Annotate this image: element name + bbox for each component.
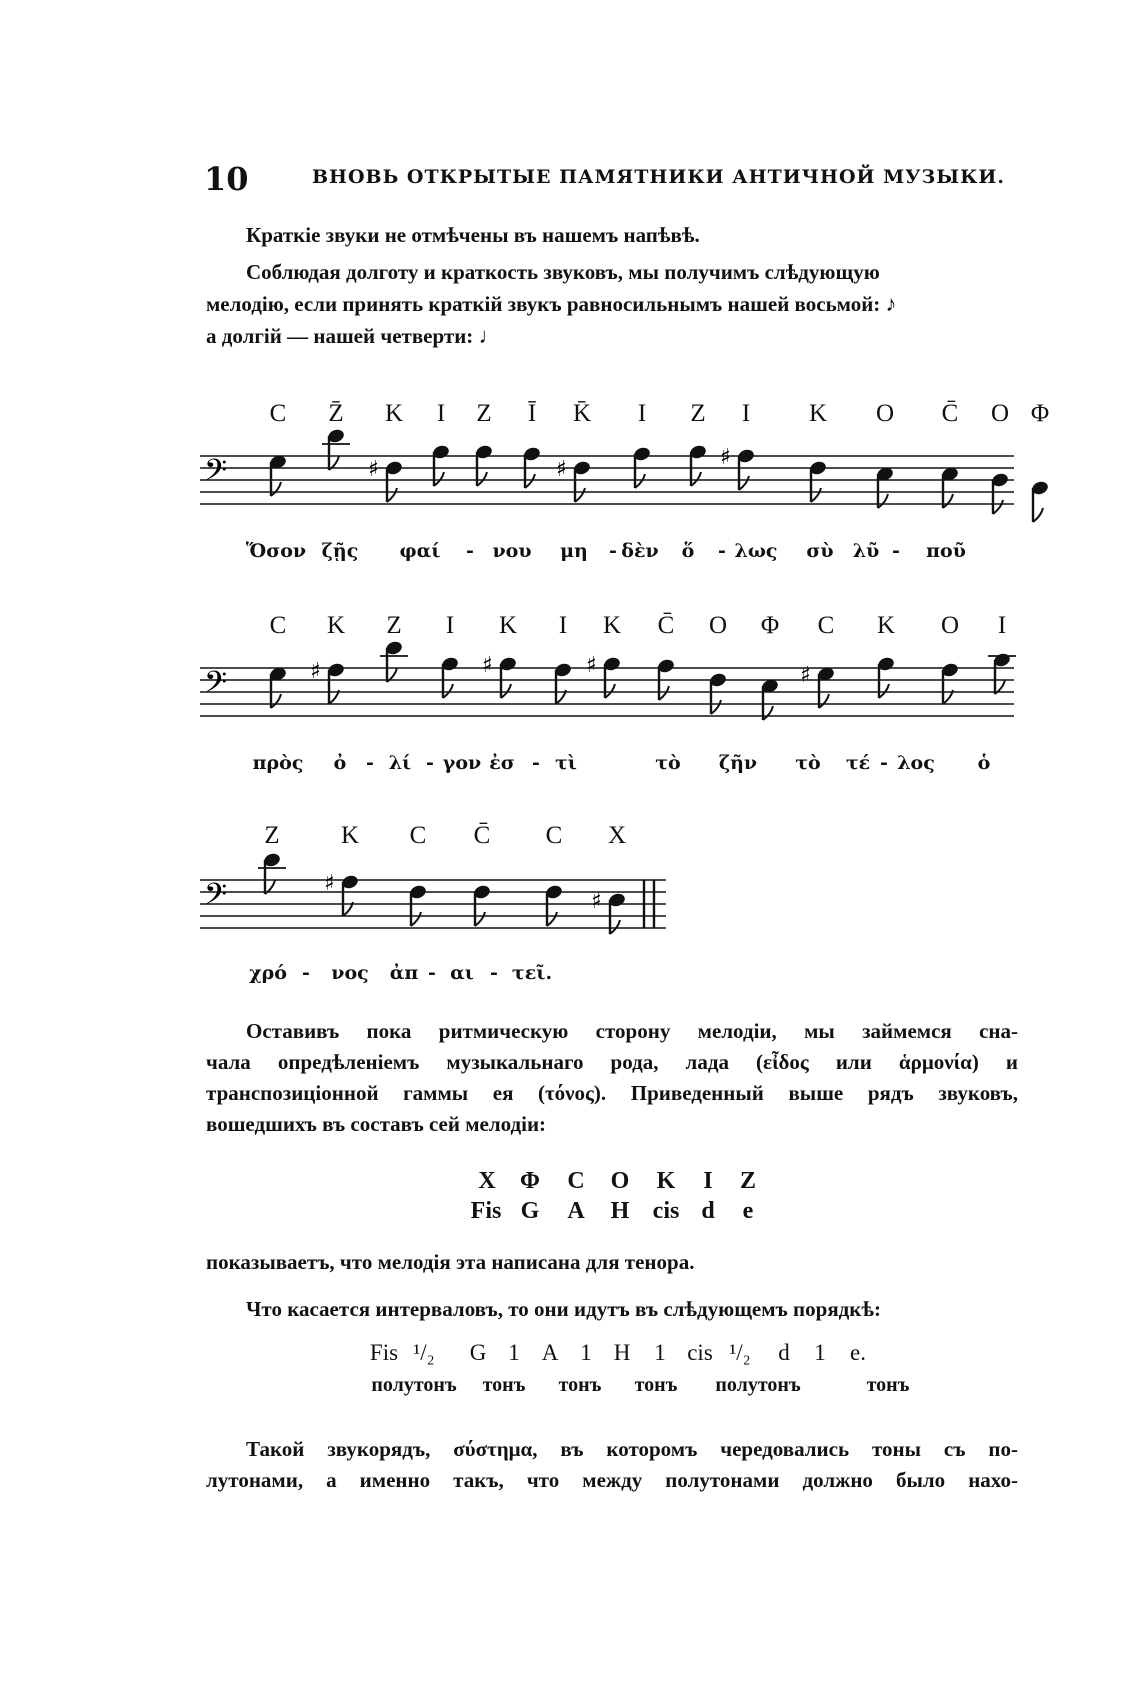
interval-item: ¹/₂ [729,1340,751,1365]
sharp-icon: ♯ [482,653,493,678]
lyric-syllable: - [718,540,726,562]
lyric-syllable: τὸ [655,752,681,774]
notation-letter: C [817,612,835,639]
lyric-syllable: - [302,962,310,984]
intro-line-1: Краткіе звуки не отмѣчены въ нашемъ напѣвѣ. [246,223,700,247]
note-flag [271,482,281,496]
notation-letter: C [409,822,427,849]
lyric-syllable: Ὅσον [245,540,307,562]
note-flag [763,706,773,720]
note-flag [501,684,511,698]
interval-item: ¹/₂ [413,1340,435,1365]
note-flag [1033,508,1043,522]
interval-name: тонъ [558,1374,602,1396]
sharp-icon: ♯ [310,659,321,684]
note-flag [443,684,453,698]
lyric-syllable: μη [560,540,588,562]
interval-item: 1 [580,1340,592,1365]
scale-letter: I [703,1168,713,1194]
p1-line-1: Оставивъ пока ритмическую сторону мелодіи, мы займемся сна- [246,1019,1018,1043]
bass-clef-icon: 𝄢 [204,666,228,707]
p3-line: Что касается интерваловъ, то они идутъ въ слѣдующемъ порядкѣ: [246,1297,882,1321]
lyric-syllable: τέ [845,752,871,774]
note-flag [943,494,953,508]
note-flag [475,912,485,926]
note-flag [477,472,487,486]
p1-line-4: вошедшихъ въ составъ сей мелодіи: [206,1112,547,1136]
lyric-syllable: γον [442,752,482,774]
scale-letter: O [610,1168,630,1194]
bass-clef-icon: 𝄢 [204,878,228,919]
scale-name: A [567,1198,585,1224]
lyric-syllable: ποῦ [926,540,966,562]
page-number: 10 [204,160,249,198]
lyric-syllable: ὁ [977,752,991,774]
interval-name: полутонъ [715,1374,801,1396]
scale-name: cis [652,1198,680,1224]
note-flag [739,476,749,490]
lyric-syllable: αι [450,962,474,984]
p1-line-3: транспозиціонной гаммы ея (τόνος). Приведенный выше рядъ звуковъ, [206,1081,1018,1105]
note-flag [547,912,557,926]
notation-letter: K [808,400,828,427]
notation-letter: C̄ [941,400,959,427]
note-flag [411,912,421,926]
interval-item: 1 [508,1340,520,1365]
notation-letter: O [708,612,728,639]
notation-letter: Z [476,400,492,427]
notation-letter: Z [386,612,402,639]
lyric-syllable: - [490,962,498,984]
notation-letter: I [436,400,446,427]
notation-letter: Ī [527,400,537,427]
p1-line-2: чала опредѣленіемъ музыкальнаго рода, лада (εἶδος или ἁρμονία) и [206,1050,1018,1074]
note-flag [610,920,620,934]
interval-name: тонъ [866,1374,910,1396]
notation-letter: C [269,400,287,427]
lyric-syllable: τεῖ. [511,962,553,984]
notation-letter: Z̄ [328,400,344,427]
sharp-icon: ♯ [800,663,811,688]
interval-item: e. [850,1340,866,1365]
note-flag [879,684,889,698]
note-flag [811,488,821,502]
lyric-syllable: - [426,752,434,774]
lyric-syllable: - [366,752,374,774]
note-flag [575,488,585,502]
scale-name: d [701,1198,715,1224]
sharp-icon: ♯ [720,445,731,470]
quarter-note-icon: ♩ [478,323,501,348]
notation-letter: O [940,612,960,639]
notation-letter: C̄ [473,822,491,849]
lyric-syllable: λῦ [852,540,880,562]
interval-item: 1 [814,1340,826,1365]
lyric-syllable: λως [734,540,778,562]
note-flag [271,694,281,708]
sharp-icon: ♯ [591,889,602,914]
lyric-syllable: σὺ [806,540,834,562]
notation-letter: C [545,822,563,849]
lyric-syllable: - [532,752,540,774]
scale-letter: Z [739,1168,757,1194]
notation-letter: I [637,400,647,427]
lyric-syllable: ὅ [681,540,695,562]
lyric-syllable: λος [897,752,935,774]
lyric-syllable: - [880,752,888,774]
body-paragraph-3 [206,1294,1018,1325]
notation-letter: K [340,822,360,849]
p4-line-1: Такой звукорядъ, σύστημα, въ которомъ чередовались тоны съ по- [246,1437,1018,1461]
body-paragraph-1 [206,1016,1018,1140]
notation-letter: K [326,612,346,639]
interval-item: cis [687,1340,713,1365]
intro-line-2: Соблюдая долготу и краткость звуковъ, мы получимъ слѣдующую [246,260,880,284]
scale-name: e [742,1198,754,1224]
lyric-syllable: ζῆν [718,752,758,774]
lyric-syllable: λί [388,752,412,774]
sharp-icon: ♯ [556,457,567,482]
lyric-syllable: - [609,540,617,562]
notation-letter: Z [690,400,706,427]
running-title: ВНОВЬ ОТКРЫТЫЕ ПАМЯТНИКИ АНТИЧНОЙ МУЗЫКИ. [312,166,1005,188]
interval-item: H [613,1340,631,1365]
note-flag [878,494,888,508]
notation-letter: K [602,612,622,639]
note-flag [819,694,829,708]
lyric-syllable: νος [331,962,369,984]
bass-clef-icon: 𝄢 [204,454,228,495]
lyric-syllable: - [466,540,474,562]
notation-letter: Φ [760,612,780,639]
note-flag [691,472,701,486]
scale-name: H [610,1198,630,1224]
sharp-icon: ♯ [586,653,597,678]
body-paragraph-4 [206,1434,1018,1496]
eighth-note-icon: ♪ [885,291,897,316]
notation-letter: K [498,612,518,639]
scale-letter: C [567,1168,585,1194]
notation-letter: X [607,822,627,849]
notation-letter: I [445,612,455,639]
lyric-syllable: νου [492,540,532,562]
p4-line-2: лутонами, а именно такъ, что между полутонами должно было нахо- [206,1468,1018,1492]
lyric-syllable: ἐσ [489,752,515,774]
scale-letter: Φ [520,1168,540,1194]
lyric-syllable: τὸ [795,752,821,774]
scale-name: G [520,1198,540,1224]
lyric-syllable: ζῇς [321,540,359,562]
lyric-syllable: ὀ [333,752,347,774]
body-paragraph-2 [206,1247,1018,1278]
note-flag [387,488,397,502]
interval-name: тонъ [482,1374,526,1396]
notation-letter: O [875,400,895,427]
lyric-syllable: τὶ [555,752,577,774]
notation-letter: O [990,400,1010,427]
lyric-syllable: δὲν [621,540,659,562]
intro-line-3-text: мелодію, если принять краткій звукъ равносильнымъ нашей восьмой: [206,292,881,316]
notation-letter: I [997,612,1007,639]
interval-item: A [541,1340,559,1365]
scale-letter: X [478,1168,496,1194]
interval-item: d [778,1340,790,1365]
notation-letter: I [741,400,751,427]
interval-name: тонъ [634,1374,678,1396]
sharp-icon: ♯ [368,457,379,482]
notation-letter: K̄ [572,400,592,427]
lyric-syllable: - [428,962,436,984]
lyric-syllable: ἀπ [389,962,419,984]
notation-letter: C [269,612,287,639]
lyric-syllable: χρό [249,962,287,984]
notation-letter: Z [264,822,280,849]
notation-letter: C̄ [657,612,675,639]
note-flag [993,500,1003,514]
scale-letter: K [656,1168,676,1194]
intro-line-4-text: а долгій — нашей четверти: [206,324,474,348]
notation-letter: K [876,612,896,639]
note-flag [635,474,645,488]
interval-item: G [469,1340,487,1365]
notation-letter: Φ [1030,400,1050,427]
p2-line: показываетъ, что мелодія эта написана для тенора. [206,1250,695,1274]
lyric-syllable: φαί [399,540,441,562]
note-flag [525,474,535,488]
interval-item: 1 [654,1340,666,1365]
scale-name: Fis [470,1198,502,1224]
interval-name: полутонъ [371,1374,457,1396]
interval-item: Fis [369,1340,399,1365]
note-flag [659,686,669,700]
lyric-syllable: - [892,540,900,562]
note-flag [605,684,615,698]
notation-letter: I [558,612,568,639]
lyric-syllable: πρὸς [252,752,304,774]
note-flag [711,700,721,714]
note-flag [434,472,444,486]
notation-letter: K [384,400,404,427]
sharp-icon: ♯ [324,871,335,896]
